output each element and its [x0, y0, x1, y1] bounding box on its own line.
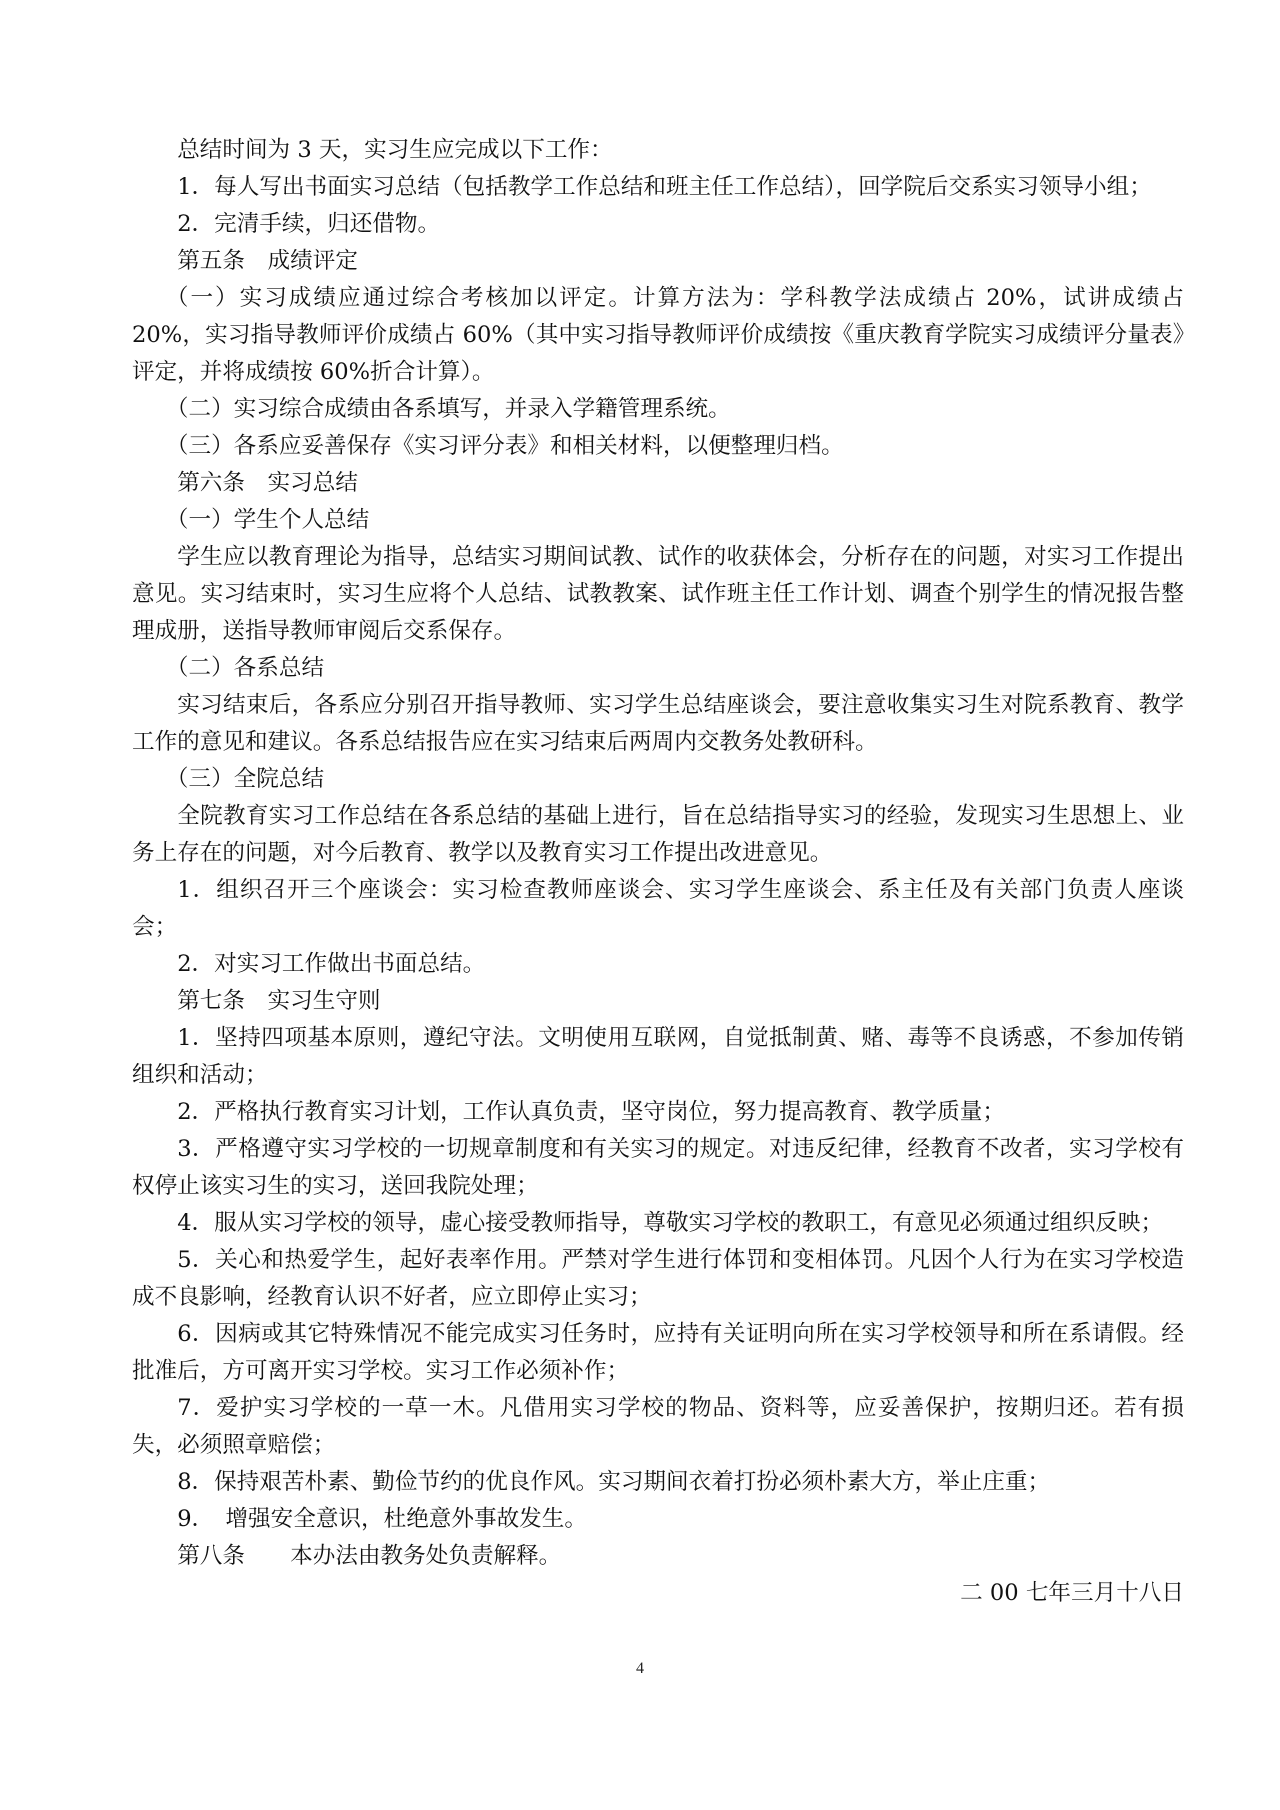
- section-heading: （二）各系总结: [165, 655, 325, 681]
- article-heading: 第五条 成绩评定: [177, 248, 358, 274]
- list-item: 2．完清手续，归还借物。: [177, 211, 441, 237]
- article-heading: 第七条 实习生守则: [177, 988, 381, 1014]
- section-heading: （三）全院总结: [165, 766, 325, 792]
- list-item: 1．每人写出书面实习总结（包括教学工作总结和班主任工作总结），回学院后交系实习领导小组；: [177, 174, 1152, 200]
- page-number: 4: [636, 1660, 644, 1677]
- list-item: 9． 增强安全意识，杜绝意外事故发生。: [177, 1506, 587, 1532]
- list-item: 6．因病或其它特殊情况不能完成实习任务时，应持有关证明向所在实习学校领导和所在系请假。经批准后，方可离开实习学校。实习工作必须补作；: [132, 1321, 1184, 1384]
- paragraph: 学生应以教育理论为指导，总结实习期间试教、试作的收获体会，分析存在的问题，对实习工作提出意见。实习结束时，实习生应将个人总结、试教教案、试作班主任工作计划、调查个别学生的情况报告整理成册，送指导教师审阅后交系保存。: [132, 544, 1184, 644]
- list-item: 5．关心和热爱学生，起好表率作用。严禁对学生进行体罚和变相体罚。凡因个人行为在实习学校造成不良影响，经教育认识不好者，应立即停止实习；: [132, 1247, 1184, 1310]
- list-item: 2．对实习工作做出书面总结。: [177, 951, 486, 977]
- clause: （二）实习综合成绩由各系填写，并录入学籍管理系统。: [165, 396, 731, 422]
- list-item: 1．坚持四项基本原则，遵纪守法。文明使用互联网，自觉抵制黄、赌、毒等不良诱惑，不参加传销组织和活动；: [132, 1025, 1184, 1088]
- document-body: [132, 132, 1184, 1612]
- list-item: 2．严格执行教育实习计划，工作认真负责，坚守岗位，努力提高教育、教学质量；: [177, 1099, 1005, 1125]
- list-item: 4．服从实习学校的领导，虚心接受教师指导，尊敬实习学校的教职工，有意见必须通过组织反映；: [177, 1210, 1164, 1236]
- clause: （一）实习成绩应通过综合考核加以评定。计算方法为：学科教学法成绩占 20%，试讲成绩占 20%，实习指导教师评价成绩占 60%（其中实习指导教师评价成绩按《重庆教育学院实习成绩评分量表》评定，并将成绩按 60%折合计算）。: [132, 285, 1184, 385]
- section-heading: （一）学生个人总结: [165, 507, 370, 533]
- paragraph: 总结时间为 3 天，实习生应完成以下工作：: [177, 137, 613, 163]
- list-item: 8．保持艰苦朴素、勤俭节约的优良作风。实习期间衣着打扮必须朴素大方，举止庄重；: [177, 1469, 1051, 1495]
- paragraph: 实习结束后，各系应分别召开指导教师、实习学生总结座谈会，要注意收集实习生对院系教育、教学工作的意见和建议。各系总结报告应在实习结束后两周内交教务处教研科。: [132, 692, 1184, 755]
- document-date: 二 00 七年三月十八日: [960, 1580, 1184, 1606]
- paragraph: 全院教育实习工作总结在各系总结的基础上进行，旨在总结指导实习的经验，发现实习生思想上、业务上存在的问题，对今后教育、教学以及教育实习工作提出改进意见。: [132, 803, 1184, 866]
- list-item: 1．组织召开三个座谈会：实习检查教师座谈会、实习学生座谈会、系主任及有关部门负责人座谈会；: [132, 877, 1184, 940]
- list-item: 3．严格遵守实习学校的一切规章制度和有关实习的规定。对违反纪律，经教育不改者，实习学校有权停止该实习生的实习，送回我院处理；: [132, 1136, 1184, 1199]
- list-item: 7．爱护实习学校的一草一木。凡借用实习学校的物品、资料等，应妥善保护，按期归还。若有损失，必须照章赔偿；: [132, 1395, 1184, 1458]
- clause: （三）各系应妥善保存《实习评分表》和相关材料，以便整理归档。: [165, 433, 844, 459]
- article-heading: 第八条 本办法由教务处负责解释。: [177, 1543, 562, 1569]
- article-heading: 第六条 实习总结: [177, 470, 358, 496]
